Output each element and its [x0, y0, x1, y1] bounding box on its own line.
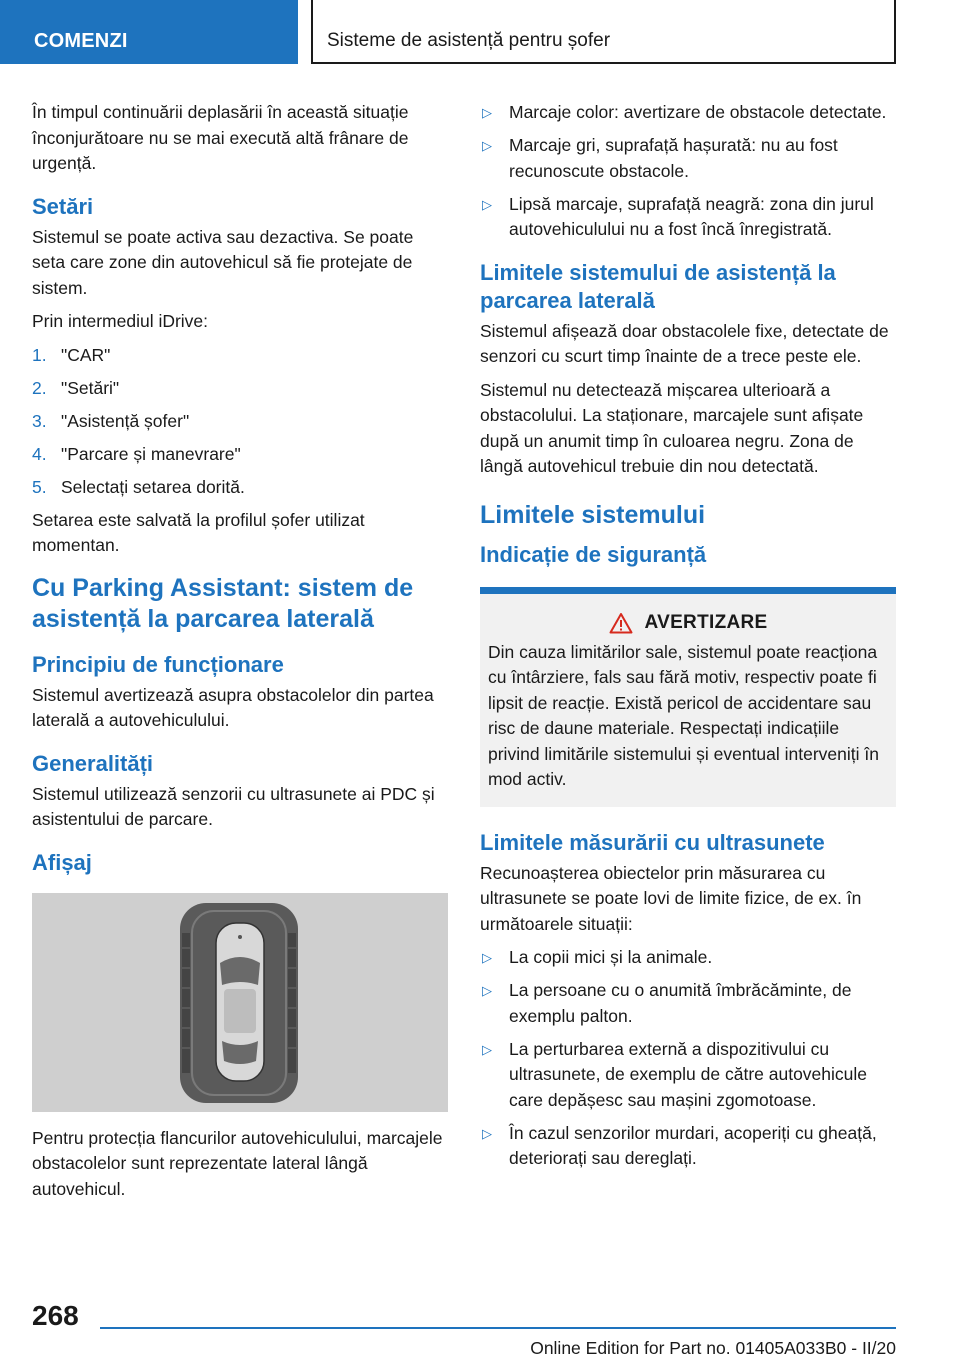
step-text: "CAR": [61, 344, 111, 365]
list-item-text: La copii mici și la animale.: [509, 947, 713, 967]
edition-note: Online Edition for Part no. 01405A033B0 - II/20: [530, 1338, 896, 1358]
list-item: [32, 442, 448, 468]
triangle-bullet-icon: ▷: [482, 1125, 492, 1141]
triangle-bullet-icon: ▷: [482, 983, 492, 998]
markings-list: [480, 100, 896, 243]
list-item-text: La persoane cu o anumită îmbrăcăminte, de exemplu palton.: [509, 980, 852, 1026]
system-limits-heading: Limitele sistemului: [480, 500, 706, 529]
side-limits-heading: Limitele sistemului de asistență la parcarea laterală: [480, 259, 836, 313]
right-column: [480, 100, 896, 1179]
triangle-bullet-icon: ▷: [482, 1041, 492, 1057]
section-tab: COMENZI: [0, 0, 298, 64]
step-text: "Setări": [61, 377, 120, 398]
ultrasound-situations-list: [480, 945, 896, 1172]
step-number: 5.: [32, 476, 47, 497]
settings-heading: Setări: [32, 193, 94, 219]
intro-paragraph: În timpul continuării deplasării în această situație înconjurătoare nu se mai execută altă frânare de urgență.: [32, 102, 409, 173]
list-item: [480, 100, 896, 126]
side-limits-paragraph-1: Sistemul afișează doar obstacolele fixe, detectate de senzori cu scurt timp înainte de a trece peste ele.: [480, 320, 889, 366]
step-text: "Parcare și manevrare": [61, 443, 241, 464]
footer-divider: [100, 1327, 896, 1329]
figure-caption: Pentru protecția flancurilor autovehiculului, marcajele obstacolelor sunt reprezentate lateral lângă autovehicul.: [32, 1127, 443, 1199]
list-item: [480, 945, 896, 971]
car-top-view-illustration: [32, 893, 448, 1112]
warning-triangle-icon: [609, 612, 633, 634]
warning-text: Din cauza limitărilor sale, sistemul poate reacționa cu întârziere, fals sau fără motiv, respectiv poate fi lipsit de reacție. Există pericol de accidentare sau risc de daune materiale. Respectați indicațiile privind limitările sistemului și eventual interveniți în mod activ.: [488, 641, 879, 789]
list-item: [480, 1121, 896, 1172]
step-text: Selectați setarea dorită.: [61, 476, 245, 497]
list-item: [32, 343, 448, 369]
safety-note-heading: Indicație de siguranță: [480, 541, 707, 567]
page-number: 268: [32, 1300, 79, 1331]
list-item: [480, 192, 896, 243]
settings-paragraph: Sistemul se poate activa sau dezactiva. Se poate seta care zone din autovehicul să fie protejate de sistem.: [32, 226, 414, 298]
saved-paragraph: Setarea este salvată la profilul șofer utilizat momentan.: [32, 509, 365, 555]
principle-heading: Principiu de funcționare: [32, 651, 284, 677]
ultrasound-paragraph: Recunoașterea obiectelor prin măsurarea cu ultrasunete se poate lovi de limite fizice, de ex. în următoarele situații:: [480, 862, 862, 934]
principle-paragraph: Sistemul avertizează asupra obstacolelor din partea laterală a autovehiculului.: [32, 684, 434, 730]
general-heading: Generalități: [32, 750, 154, 776]
list-item: [480, 978, 896, 1029]
step-number: 4.: [32, 443, 47, 464]
list-item: [32, 475, 448, 501]
list-item-text: La perturbarea externă a dispozitivului cu ultrasunete, de exemplu de către autovehicule care depășesc sau mașini zgomotoase.: [509, 1038, 868, 1110]
step-number: 2.: [32, 377, 47, 398]
list-item-text: În cazul senzorilor murdari, acoperiți cu gheață, deteriorați sau dereglați.: [509, 1122, 877, 1168]
triangle-bullet-icon: ▷: [482, 138, 492, 153]
settings-steps: [32, 343, 448, 501]
list-item: [32, 376, 448, 402]
triangle-bullet-icon: ▷: [482, 105, 492, 120]
step-text: "Asistență șofer": [61, 410, 190, 431]
triangle-bullet-icon: ▷: [482, 196, 492, 212]
step-number: 1.: [32, 344, 47, 365]
warning-label: AVERTIZARE: [644, 611, 768, 633]
list-item-text: Marcaje color: avertizare de obstacole detectate.: [509, 102, 887, 122]
display-heading: Afișaj: [32, 849, 92, 875]
idrive-paragraph: Prin intermediul iDrive:: [32, 311, 209, 331]
parking-assistant-heading: Cu Parking Assistant: sistem de asistență la parcarea laterală: [32, 573, 414, 633]
list-item: [480, 1037, 896, 1114]
chapter-title: Sisteme de asistență pentru șofer: [311, 0, 896, 64]
triangle-bullet-icon: ▷: [482, 950, 492, 965]
list-item-text: Lipsă marcaje, suprafață neagră: zona din jurul autovehiculului nu a fost încă înregistrată.: [509, 193, 874, 239]
list-item-text: Marcaje gri, suprafață hașurată: nu au fost recunoscute obstacole.: [509, 135, 838, 181]
list-item: [32, 409, 448, 435]
list-item: [480, 133, 896, 184]
ultrasound-limits-heading: Limitele măsurării cu ultrasunete: [480, 829, 825, 855]
warning-header: [488, 612, 888, 634]
warning-box: [480, 587, 896, 807]
side-limits-paragraph-2: Sistemul nu detectează mișcarea ulterioară a obstacolului. La staționare, marcajele sunt afișate după un anumit timp în culoarea negru. Zona de lângă autovehicul trebuie din nou detectată.: [480, 379, 864, 476]
side-protection-figure: [32, 893, 448, 1112]
left-column: [32, 100, 448, 1210]
step-number: 3.: [32, 410, 47, 431]
general-paragraph: Sistemul utilizează senzorii cu ultrasunete ai PDC și asistentului de parcare.: [32, 783, 435, 829]
